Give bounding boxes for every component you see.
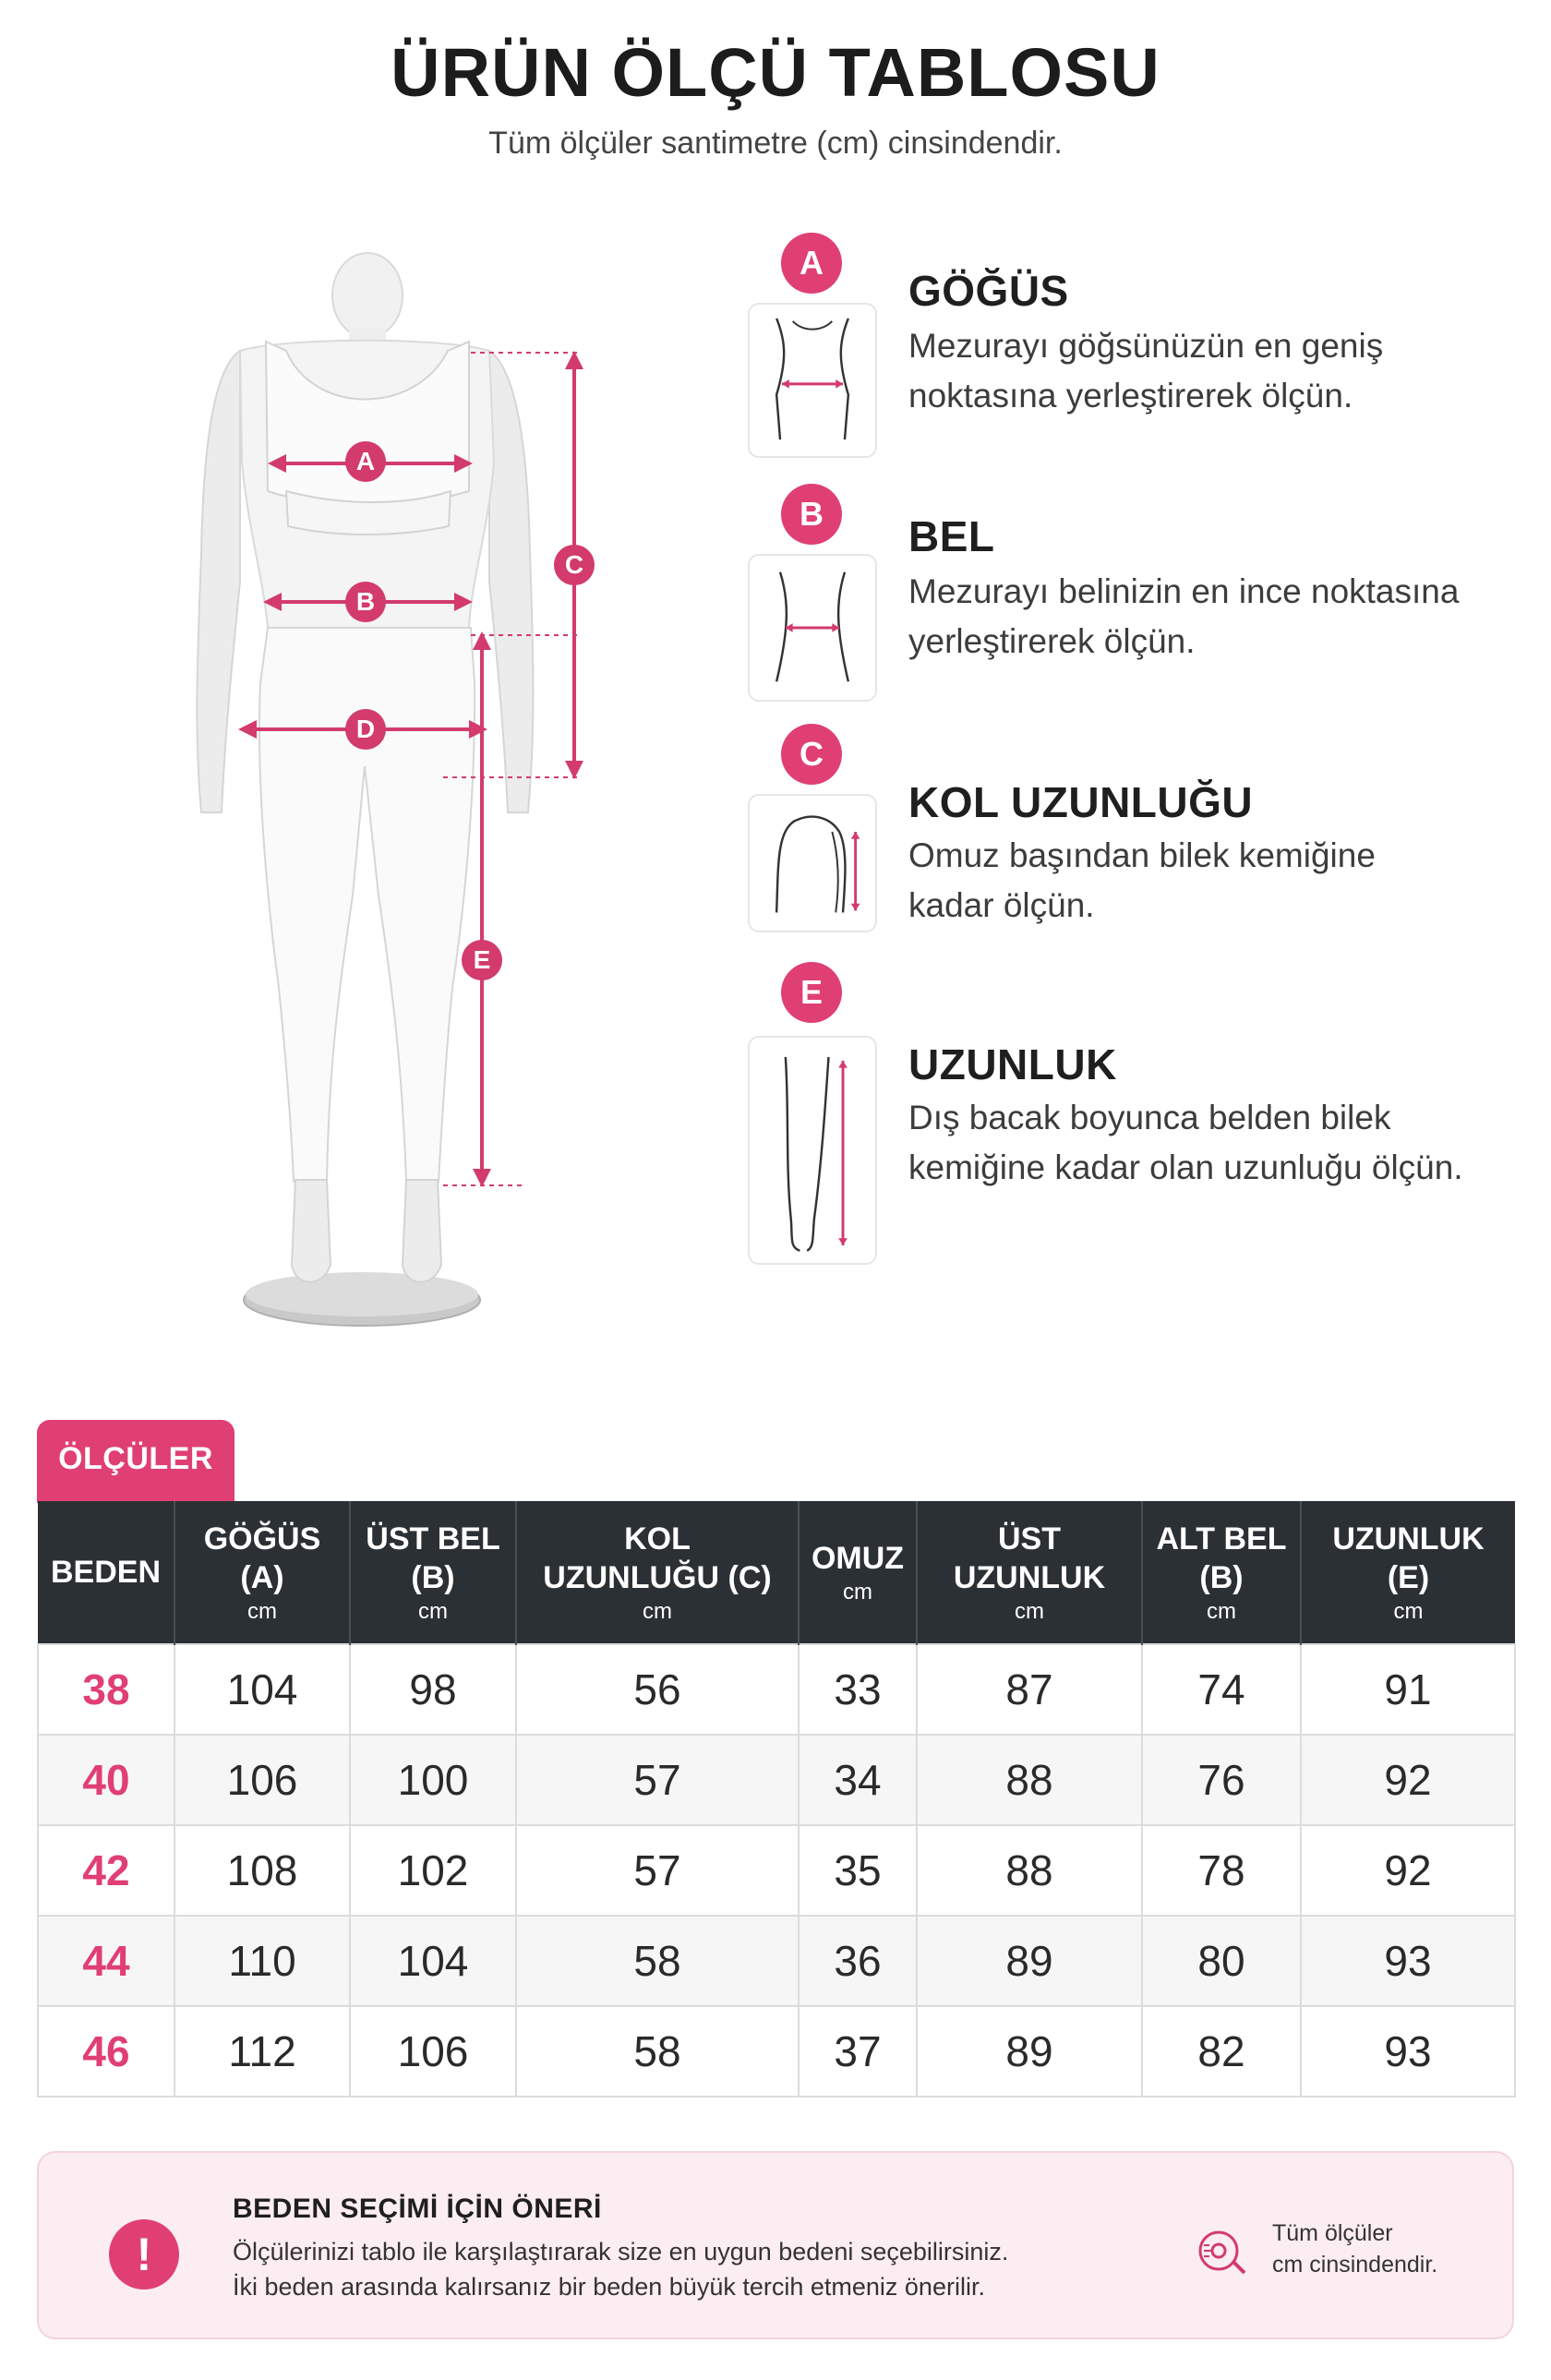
table-cell: 58 (516, 2006, 799, 2097)
advice-line: Ölçülerinizi tablo ile karşılaştırarak size en uygun bedeni seçebilirsiniz. (233, 2238, 1009, 2266)
table-cell: 92 (1301, 1825, 1515, 1916)
table-cell: 89 (917, 2006, 1142, 2097)
guide-badge: A (781, 233, 842, 294)
guide-desc-line: Dış bacak boyunca belden bilek (908, 1099, 1391, 1136)
table-cell: 88 (917, 1825, 1142, 1916)
table-cell: 82 (1142, 2006, 1301, 2097)
marker-e: E (462, 940, 502, 980)
table-row (38, 1644, 1515, 1735)
leg-length-icon (748, 1036, 877, 1265)
mannequin-figure (102, 249, 637, 1343)
advice-line: İki beden arasında kalırsanız bir beden büyük tercih etmeniz önerilir. (233, 2273, 985, 2301)
marker-d: D (345, 709, 386, 750)
table-cell: 106 (174, 1735, 350, 1825)
table-cell: 92 (1301, 1735, 1515, 1825)
guide-desc-line: kadar ölçün. (908, 886, 1095, 924)
table-cell: 78 (1142, 1825, 1301, 1916)
column-unit: cm (643, 1599, 672, 1624)
guide-item-length (748, 962, 1523, 1267)
advice-title: BEDEN SEÇİMİ İÇİN ÖNERİ (233, 2194, 602, 2224)
table-cell: 56 (516, 1644, 799, 1735)
column-header-label: ÜST (998, 1521, 1061, 1557)
table-cell: 93 (1301, 2006, 1515, 2097)
guide-item-arm (748, 724, 1523, 955)
guide-desc-line: kemiğine kadar olan uzunluğu ölçün. (908, 1148, 1463, 1186)
column-header (350, 1501, 516, 1644)
table-cell: 110 (174, 1916, 350, 2006)
table-cell: 36 (799, 1916, 917, 2006)
tape-measure-icon (1195, 2227, 1246, 2278)
size-cell: 38 (38, 1644, 174, 1735)
table-cell: 102 (350, 1825, 516, 1916)
column-unit: cm (1015, 1599, 1044, 1624)
table-cell: 35 (799, 1825, 917, 1916)
guide-item-chest (748, 233, 1523, 463)
column-header-label: GÖĞÜS (203, 1521, 321, 1557)
table-cell: 112 (174, 2006, 350, 2097)
column-header (174, 1501, 350, 1644)
advice-side-line: cm cinsindendir. (1272, 2252, 1438, 2278)
page-subtitle: Tüm ölçüler santimetre (cm) cinsindendir. (488, 126, 1063, 161)
size-advice-box (37, 2151, 1514, 2339)
column-header (1142, 1501, 1301, 1644)
table-cell: 88 (917, 1735, 1142, 1825)
guide-desc (908, 831, 1518, 931)
table-cell: 57 (516, 1825, 799, 1916)
guide-desc (908, 321, 1518, 421)
column-header-label: UZUNLUK (953, 1560, 1106, 1595)
column-header (516, 1501, 799, 1644)
table-cell: 74 (1142, 1644, 1301, 1735)
table-body (38, 1644, 1515, 2097)
table-cell: 33 (799, 1644, 917, 1735)
alert-icon: ! (109, 2219, 179, 2290)
guide-badge: B (781, 484, 842, 545)
marker-a: A (345, 441, 386, 482)
guide-desc-line: Mezurayı göğsünüzün en geniş (908, 327, 1384, 365)
table-header-row (38, 1501, 1515, 1644)
table-cell: 108 (174, 1825, 350, 1916)
column-header-label: UZUNLUK (1332, 1521, 1485, 1557)
table-cell: 93 (1301, 1916, 1515, 2006)
column-unit: cm (247, 1599, 277, 1624)
guide-title: KOL UZUNLUĞU (908, 778, 1254, 826)
table-cell: 104 (350, 1916, 516, 2006)
guide-desc-line: yerleştirerek ölçün. (908, 622, 1196, 660)
table-cell: 80 (1142, 1916, 1301, 2006)
table-cell: 89 (917, 1916, 1142, 2006)
column-header (38, 1501, 174, 1644)
mannequin-illustration (102, 249, 637, 1343)
chest-measure-icon (748, 303, 877, 458)
column-header-label: (B) (411, 1560, 455, 1595)
waist-measure-icon (748, 554, 877, 702)
column-header (917, 1501, 1142, 1644)
table-row (38, 1916, 1515, 2006)
size-cell: 46 (38, 2006, 174, 2097)
column-header-label: OMUZ (811, 1541, 905, 1576)
table-cell: 37 (799, 2006, 917, 2097)
column-header-label: BEDEN (50, 1555, 162, 1590)
table-tab-label: ÖLÇÜLER (37, 1420, 234, 1503)
size-cell: 44 (38, 1916, 174, 2006)
guide-desc-line: Mezurayı belinizin en ince noktasına (908, 572, 1460, 610)
guide-title: BEL (908, 512, 995, 560)
table-cell: 106 (350, 2006, 516, 2097)
guide-desc-line: noktasına yerleştirerek ölçün. (908, 377, 1353, 415)
table-cell: 57 (516, 1735, 799, 1825)
page-title: ÜRÜN ÖLÇÜ TABLOSU (391, 34, 1160, 111)
size-table (37, 1501, 1516, 2098)
column-header (799, 1501, 917, 1644)
table-cell: 58 (516, 1916, 799, 2006)
guide-title: GÖĞÜS (908, 267, 1069, 315)
guide-badge: E (781, 962, 842, 1023)
column-header-label: ÜST BEL (366, 1521, 500, 1557)
size-cell: 42 (38, 1825, 174, 1916)
table-cell: 91 (1301, 1644, 1515, 1735)
advice-side-line: Tüm ölçüler (1272, 2220, 1393, 2246)
table-cell: 98 (350, 1644, 516, 1735)
column-unit: cm (1393, 1599, 1424, 1624)
size-cell: 40 (38, 1735, 174, 1825)
arm-length-icon (748, 794, 877, 932)
table-cell: 76 (1142, 1735, 1301, 1825)
column-header-label: ALT BEL (1156, 1521, 1287, 1557)
guide-desc-line: Omuz başından bilek kemiğine (908, 836, 1376, 874)
guide-item-waist (748, 484, 1523, 715)
table-row (38, 2006, 1515, 2097)
advice-side-text (1272, 2218, 1437, 2280)
guide-badge: C (781, 724, 842, 785)
column-header-label: UZUNLUĞU (C) (543, 1560, 772, 1595)
guide-desc (908, 1093, 1518, 1193)
table-cell: 34 (799, 1735, 917, 1825)
guide-title: UZUNLUK (908, 1040, 1117, 1088)
column-unit: cm (843, 1580, 872, 1605)
column-header-label: (E) (1387, 1560, 1430, 1595)
table-row (38, 1825, 1515, 1916)
column-unit: cm (418, 1599, 448, 1624)
table-cell: 104 (174, 1644, 350, 1735)
column-header (1301, 1501, 1515, 1644)
table-row (38, 1735, 1515, 1825)
column-header-label: (A) (240, 1560, 284, 1595)
table-cell: 100 (350, 1735, 516, 1825)
guide-desc (908, 567, 1518, 667)
column-unit: cm (1207, 1599, 1236, 1624)
column-header-label: KOL (624, 1521, 691, 1557)
marker-b: B (345, 582, 386, 622)
marker-c: C (554, 545, 595, 585)
table-cell: 87 (917, 1644, 1142, 1735)
column-header-label: (B) (1199, 1560, 1244, 1595)
